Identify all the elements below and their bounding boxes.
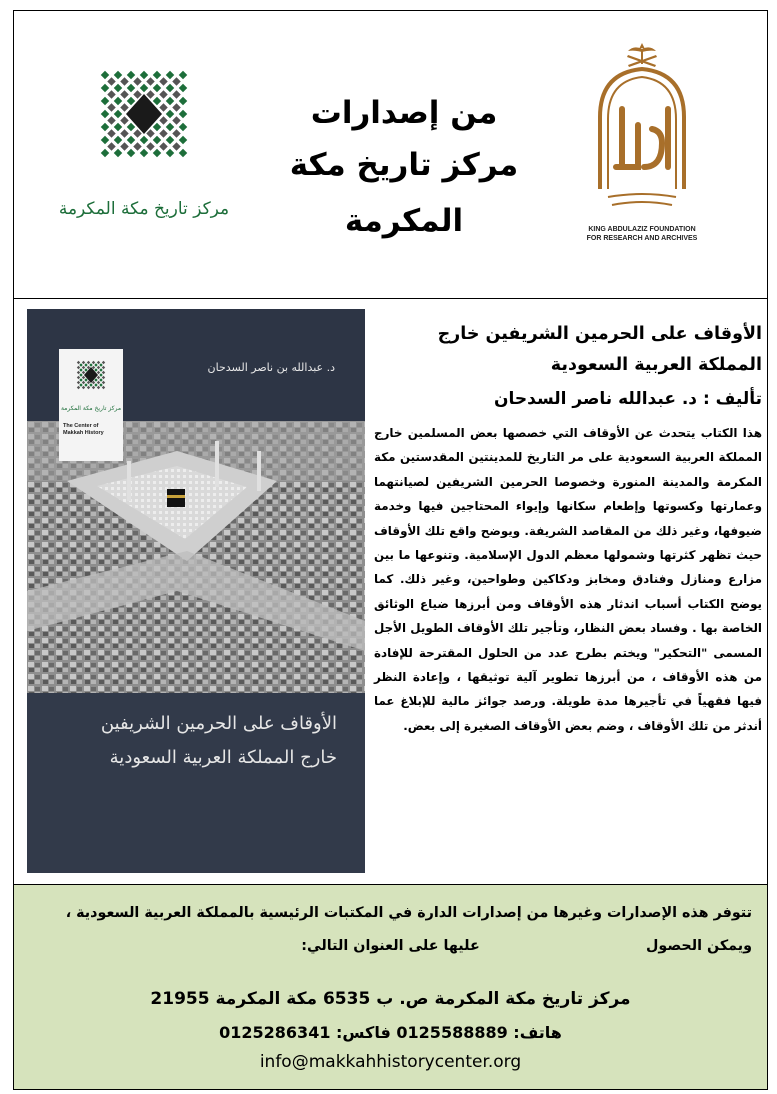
diamond-pattern-icon bbox=[54, 39, 234, 189]
availability-footer bbox=[14, 884, 767, 1089]
darah-english-line-1: KING ABDULAZIZ FOUNDATION bbox=[588, 226, 696, 233]
cover-diamond-icon bbox=[59, 349, 123, 405]
page-frame bbox=[13, 10, 768, 1090]
darah-english-name bbox=[582, 225, 702, 243]
heading-line-2: مركز تاريخ مكة المكرمة bbox=[289, 147, 519, 239]
phone-fax: هاتف: 0125588889 فاكس: 0125286341 bbox=[219, 1023, 562, 1042]
availability-line-1: تتوفر هذه الإصدارات وغيرها من إصدارات الدارة في المكتبات الرئيسية بالمملكة العربية السعودية ، ويمكن الحصول bbox=[65, 905, 752, 954]
availability-line-2: عليها على العنوان التالي: bbox=[301, 938, 480, 954]
cover-logo-english-1: The Center of bbox=[63, 423, 99, 429]
darah-emblem-icon bbox=[582, 39, 702, 224]
darah-foundation-logo bbox=[582, 39, 702, 249]
darah-english-line-2: FOR RESEARCH AND ARCHIVES bbox=[586, 235, 698, 242]
header bbox=[14, 11, 767, 299]
makkah-history-center-logo bbox=[54, 39, 234, 239]
makkah-logo-text: مركز تاريخ مكة المكرمة bbox=[58, 199, 230, 219]
book-cover-image bbox=[27, 309, 365, 873]
cover-photo-haram bbox=[27, 421, 365, 693]
cover-title bbox=[37, 707, 337, 775]
cover-logo-english-2: Makkah History bbox=[63, 430, 104, 436]
cover-author: د. عبدالله بن ناصر السدحان bbox=[207, 361, 335, 374]
cover-logo-english bbox=[63, 423, 121, 437]
cover-logo-arabic: مركز تاريخ مكة المكرمة bbox=[60, 405, 122, 412]
email-link[interactable]: info@makkahhistorycenter.org bbox=[259, 1052, 522, 1072]
cover-title-line-1: الأوقاف على الحرمين الشريفين bbox=[100, 713, 337, 734]
postal-address: مركز تاريخ مكة المكرمة ص. ب 6535 مكة المكرمة 21955 bbox=[150, 989, 631, 1009]
heading-line-1: من إصدارات bbox=[310, 95, 498, 131]
book-description: هذا الكتاب يتحدث عن الأوقاف التي خصصها بعض المسلمين خارج المملكة العربية السعودية على مر التاريخ للمدينتين المقدستين مكة المكرمة والمدينة المنورة وخصوصا الحرمين الشريفين لصيانتهما وعمارتها وكسوتها وإطعام سكانها وإيواء المحتاجين فيها وخدمة ضيوفها، وغير ذلك من المقاصد الشريفة. ويوضح واقع تلك الأوقاف حيث تظهر كثرتها وشمولها معظم الدول الإسلامية. وتنوعها ما بين مزارع ومنازل وفنادق ومخابز ودكاكين وطواحين، وغير ذلك. كما يوضح الكتاب أسباب اندثار هذه الأوقاف ومن أبرزها ضياع الوثائق الخاصة بها . وفساد بعض النظار، وتأجير تلك الأوقاف الطويل الأجل المسمى "التحكير" ويختم بطرح عدد من الحلول المقترحة للإفادة من هذه الأوقاف ، من أبرزها تطوير آلية توثيقها ، وإعادة النظر فيها فقهياً في تأجيرها مدة طويلة. ورصد جوائز مالية للإبلاغ عما أندثر من تلك الأوقاف ، وضم بعض الأوقاف الصغيرة إلى بعض. bbox=[374, 426, 762, 733]
book-details bbox=[374, 309, 762, 738]
book-author: تأليف : د. عبدالله ناصر السدحان bbox=[494, 389, 762, 409]
book-title: الأوقاف على الحرمين الشريفين خارج المملكة العربية السعودية bbox=[437, 324, 762, 375]
cover-title-line-2: خارج المملكة العربية السعودية bbox=[109, 747, 337, 768]
publisher-heading bbox=[244, 89, 564, 249]
cover-logo-box bbox=[59, 349, 123, 461]
